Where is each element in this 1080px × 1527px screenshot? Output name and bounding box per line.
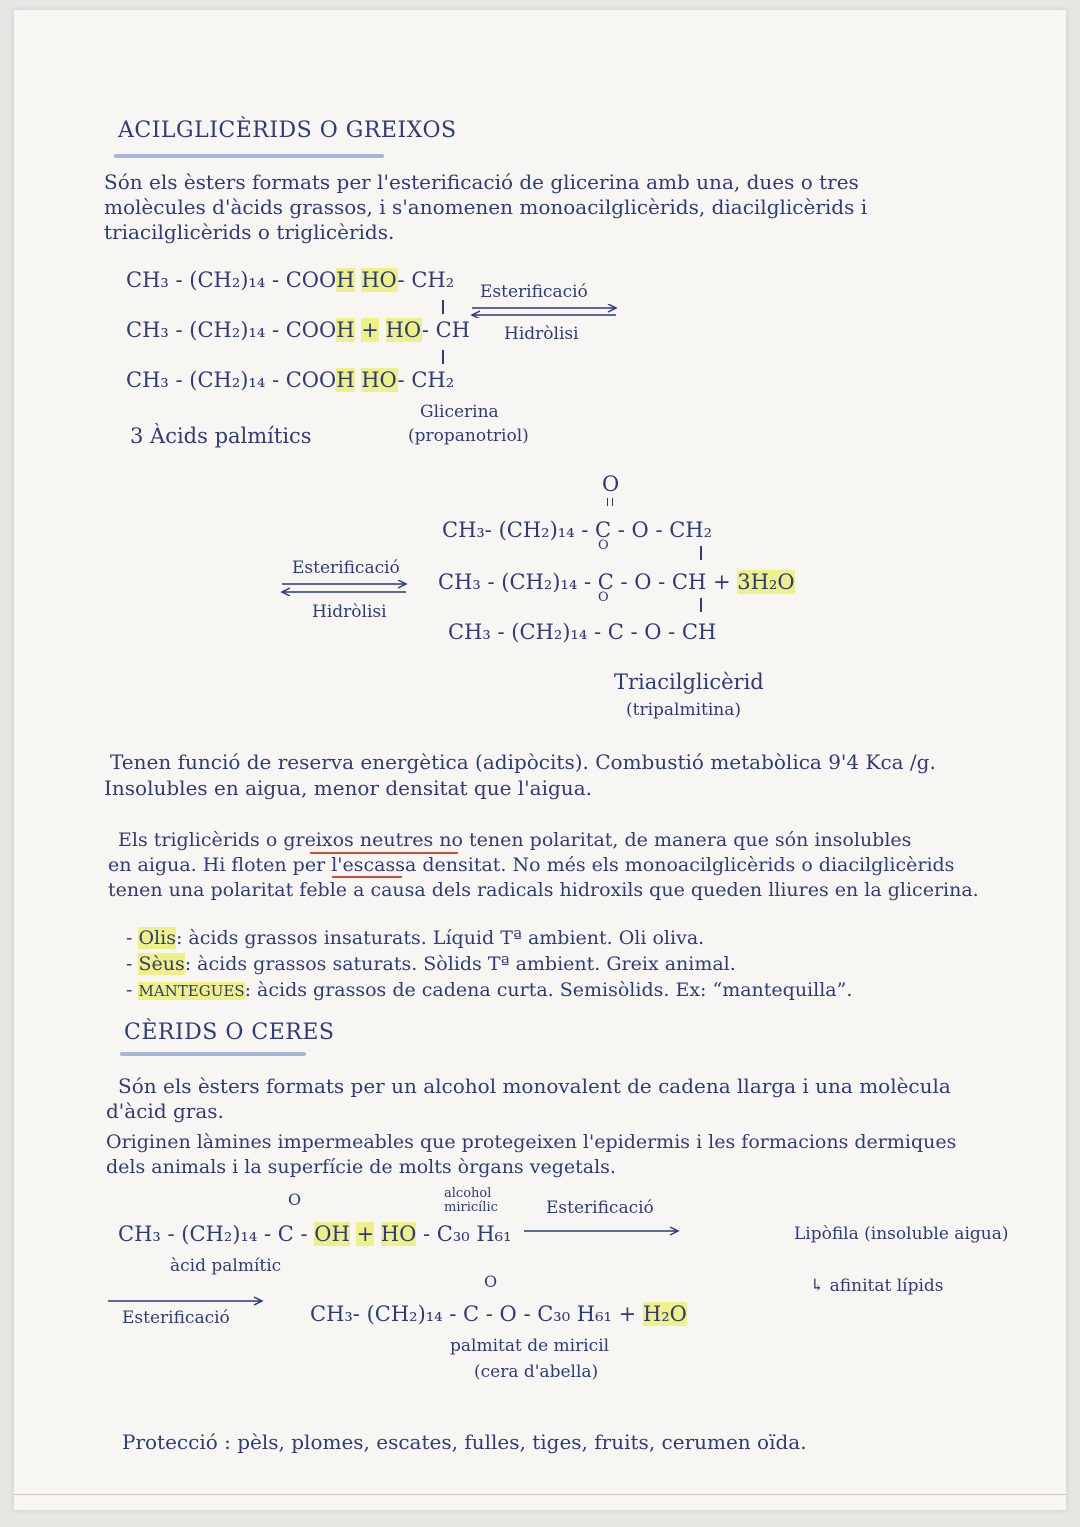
intro-line: Són els èsters formats per l'esterificació de glicerina amb una, dues o tres <box>104 170 859 194</box>
glycerin-sub: (propanotriol) <box>408 426 529 446</box>
wax-product-name: palmitat de miricil <box>450 1336 610 1356</box>
acid-alcohol-equation: CH₃ - (CH₂)₁₄ - C - OH + HO - C₃₀ H₆₁ <box>118 1222 512 1246</box>
bullet: - <box>126 979 139 1001</box>
fat-type-item: - Sèus: àcids grassos saturats. Sòlids Tª ambient. Greix animal. <box>126 953 736 975</box>
notebook-page <box>14 10 1066 1510</box>
product-sub: (tripalmitina) <box>626 700 742 720</box>
heading-underline <box>114 154 384 158</box>
product-line: CH₃- (CH₂)₁₄ - C - O - CH₂ <box>442 518 713 542</box>
intro-line: d'àcid gras. <box>106 1099 224 1123</box>
neutral-line: Els triglicèrids o greixos neutres no tenen polaritat, de manera que són insolubles <box>118 829 912 851</box>
neutral-line: en aigua. Hi floten per l'escassa densitat. No més els monoacilglicèrids o diacilglicèrids <box>108 854 955 876</box>
neutral-line: tenen una polaritat feble a causa dels radicals hidroxils que queden lliures en la glicerina. <box>108 879 979 901</box>
acid-label: àcid palmític <box>170 1256 282 1276</box>
heading-underline <box>120 1052 306 1056</box>
bond-line <box>700 546 702 560</box>
arrow-label-esterification: Esterificació <box>122 1308 230 1328</box>
protection-line: Protecció : pèls, plomes, escates, fulles, tiges, fruits, cerumen oïda. <box>122 1430 807 1454</box>
intro-line: molècules d'àcids grassos, i s'anomenen monoacilglicèrids, diacilglicèrids i <box>104 195 868 219</box>
alcohol-note: miricílic <box>444 1200 498 1215</box>
intro-line: Originen làmines impermeables que protegeixen l'epidermis i les formacions dermiques <box>106 1131 957 1153</box>
carbonyl-oxygen: O <box>602 472 620 496</box>
double-bond <box>607 498 613 506</box>
page-divider <box>14 1494 1066 1495</box>
reagent-row: CH₃ - (CH₂)₁₄ - COOH HO- CH₂ <box>126 268 455 292</box>
section-heading-acylglycerides: ACILGLICÈRIDS O GREIXOS <box>118 118 457 143</box>
product-name: Triacilglicèrid <box>614 670 764 694</box>
affinity-note: ↳ afinitat lípids <box>810 1276 944 1296</box>
arrow-turn-icon: ↳ <box>810 1276 830 1296</box>
intro-line: Són els èsters formats per un alcohol monovalent de cadena llarga i una molècula <box>118 1074 951 1098</box>
wax-product-sub: (cera d'abella) <box>474 1362 599 1382</box>
bullet: - <box>126 953 139 975</box>
bond-line <box>442 300 444 314</box>
arrow-label-hydrolysis: Hidròlisi <box>504 324 579 344</box>
intro-line: triacilglicèrids o triglicèrids. <box>104 220 395 244</box>
reagent-row: CH₃ - (CH₂)₁₄ - COOH + HO- CH <box>126 318 470 342</box>
bond-line <box>700 598 702 612</box>
arrow-right-icon <box>522 1226 682 1236</box>
arrow-right-icon <box>106 1296 266 1306</box>
product-line: CH₃ - (CH₂)₁₄ - C - O - CH + 3H₂O <box>438 570 795 594</box>
bullet: - <box>126 927 139 949</box>
carbonyl-oxygen: O <box>484 1272 498 1291</box>
fat-type-item: - Olis: àcids grassos insaturats. Líquid Tª ambient. Oli oliva. <box>126 927 705 949</box>
function-line: Tenen funció de reserva energètica (adipòcits). Combustió metabòlica 9'4 Kca /g. <box>110 750 936 774</box>
acids-label: 3 Àcids palmítics <box>130 424 312 448</box>
glycerin-label: Glicerina <box>420 402 499 422</box>
fat-type-item: - MANTEGUES: àcids grassos de cadena curta. Semisòlids. Ex: “mantequilla”. <box>126 979 853 1001</box>
carbonyl-oxygen: O <box>288 1190 302 1209</box>
product-line: CH₃ - (CH₂)₁₄ - C - O - CH <box>448 620 717 644</box>
arrow-label-esterification: Esterificació <box>546 1198 654 1218</box>
carbonyl-oxygen: O <box>598 538 609 553</box>
lipophilic-note: Lipòfila (insoluble aigua) <box>794 1224 1009 1244</box>
bond-line <box>442 350 444 364</box>
arrow-label-esterification: Esterificació <box>292 558 400 578</box>
double-arrow-icon <box>470 304 620 318</box>
arrow-label-esterification: Esterificació <box>480 282 588 302</box>
function-line: Insolubles en aigua, menor densitat que l'aigua. <box>104 776 592 800</box>
intro-line: dels animals i la superfície de molts òrgans vegetals. <box>106 1156 616 1178</box>
reagent-row: CH₃ - (CH₂)₁₄ - COOH HO- CH₂ <box>126 368 455 392</box>
section-heading-waxes: CÈRIDS O CERES <box>124 1020 335 1045</box>
wax-product-equation: CH₃- (CH₂)₁₄ - C - O - C₃₀ H₆₁ + H₂O <box>310 1302 687 1326</box>
alcohol-note: alcohol <box>444 1186 492 1201</box>
double-arrow-icon <box>280 580 410 596</box>
carbonyl-oxygen: O <box>598 590 609 605</box>
arrow-label-hydrolysis: Hidròlisi <box>312 602 387 622</box>
